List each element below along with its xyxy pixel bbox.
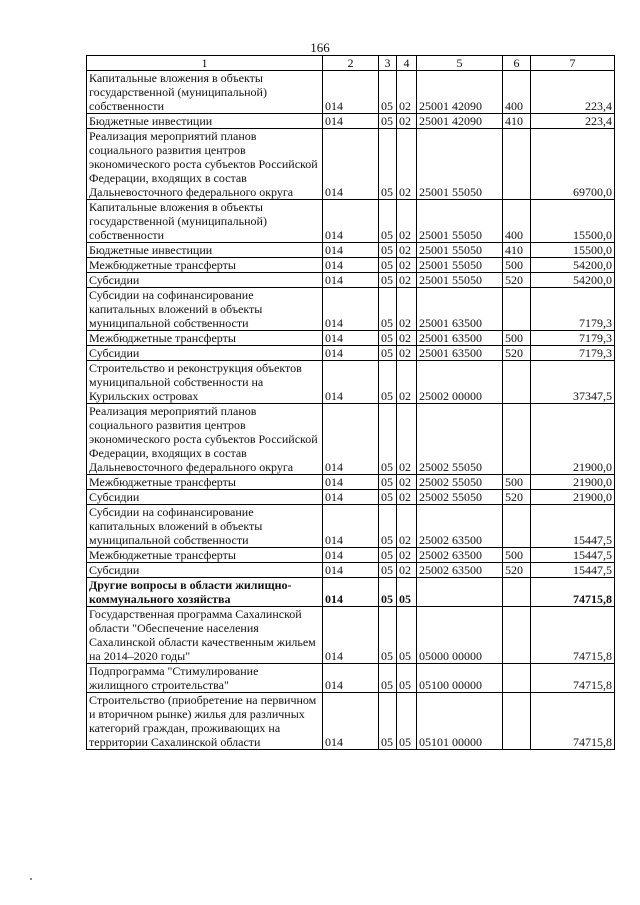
table-row (87, 475, 615, 490)
row-c2-cell: 014 (323, 563, 379, 578)
table-row (87, 114, 615, 129)
column-header: 6 (503, 56, 531, 71)
row-name-cell: Другие вопросы в области жилищно-коммунального хозяйства (87, 578, 323, 607)
row-c2-cell: 014 (323, 361, 379, 404)
row-c7-cell: 15500,0 (531, 200, 615, 243)
row-c4-cell: 05 (397, 664, 417, 693)
row-c6-cell (503, 505, 531, 548)
row-c5-cell: 25001 63500 (417, 346, 503, 361)
table-body (87, 71, 615, 750)
row-c3-cell: 05 (379, 475, 397, 490)
row-c5-cell: 25002 63500 (417, 548, 503, 563)
row-c3-cell: 05 (379, 243, 397, 258)
row-c7-cell: 15447,5 (531, 548, 615, 563)
row-c6-cell (503, 578, 531, 607)
row-c3-cell: 05 (379, 693, 397, 750)
row-name-cell: Реализация мероприятий планов социального развития центров экономического роста субъектов Российской Федерации, входящих в состав Дальневосточного федерального округа (87, 404, 323, 475)
row-c7-cell: 223,4 (531, 114, 615, 129)
row-c7-cell: 69700,0 (531, 129, 615, 200)
row-c2-cell: 014 (323, 288, 379, 331)
row-c7-cell: 74715,8 (531, 607, 615, 664)
row-name-cell: Субсидии на софинансирование капитальных вложений в объекты муниципальной собственности (87, 288, 323, 331)
row-c6-cell: 400 (503, 200, 531, 243)
row-c6-cell: 520 (503, 490, 531, 505)
row-c2-cell: 014 (323, 475, 379, 490)
column-header: 4 (397, 56, 417, 71)
row-c6-cell (503, 664, 531, 693)
row-c4-cell: 02 (397, 505, 417, 548)
row-c7-cell: 21900,0 (531, 490, 615, 505)
page-number: 166 (310, 40, 330, 55)
row-c7-cell: 74715,8 (531, 578, 615, 607)
column-header: 2 (323, 56, 379, 71)
table-row (87, 331, 615, 346)
row-name-cell: Субсидии (87, 273, 323, 288)
table-header-row (87, 56, 615, 71)
row-c2-cell: 014 (323, 505, 379, 548)
row-c6-cell (503, 404, 531, 475)
row-c7-cell: 54200,0 (531, 273, 615, 288)
row-c5-cell: 25002 55050 (417, 404, 503, 475)
table-row (87, 346, 615, 361)
row-c3-cell: 05 (379, 548, 397, 563)
row-c3-cell: 05 (379, 331, 397, 346)
row-c4-cell: 02 (397, 331, 417, 346)
row-name-cell: Реализация мероприятий планов социального развития центров экономического роста субъектов Российской Федерации, входящих в состав Дальневосточного федерального округа (87, 129, 323, 200)
row-c2-cell: 014 (323, 200, 379, 243)
row-c3-cell: 05 (379, 114, 397, 129)
row-c7-cell: 21900,0 (531, 404, 615, 475)
table-row (87, 288, 615, 331)
row-c5-cell: 05100 00000 (417, 664, 503, 693)
row-c6-cell: 500 (503, 331, 531, 346)
row-c2-cell: 014 (323, 114, 379, 129)
table-row (87, 548, 615, 563)
row-name-cell: Межбюджетные трансферты (87, 548, 323, 563)
row-name-cell: Капитальные вложения в объекты государственной (муниципальной) собственности (87, 200, 323, 243)
table-row (87, 258, 615, 273)
row-c3-cell: 05 (379, 490, 397, 505)
budget-table (86, 55, 615, 750)
row-c5-cell (417, 578, 503, 607)
column-header: 3 (379, 56, 397, 71)
row-c4-cell: 02 (397, 475, 417, 490)
row-c2-cell: 014 (323, 258, 379, 273)
row-c5-cell: 25002 55050 (417, 475, 503, 490)
row-c2-cell: 014 (323, 243, 379, 258)
row-c5-cell: 25001 55050 (417, 129, 503, 200)
table-row (87, 361, 615, 404)
row-c5-cell: 05101 00000 (417, 693, 503, 750)
row-c5-cell: 25001 55050 (417, 200, 503, 243)
row-name-cell: Субсидии на софинансирование капитальных вложений в объекты муниципальной собственности (87, 505, 323, 548)
table-row (87, 404, 615, 475)
row-name-cell: Субсидии (87, 346, 323, 361)
row-c2-cell: 014 (323, 578, 379, 607)
row-c5-cell: 05000 00000 (417, 607, 503, 664)
row-c3-cell: 05 (379, 258, 397, 273)
row-c2-cell: 014 (323, 129, 379, 200)
row-c5-cell: 25002 00000 (417, 361, 503, 404)
table-row (87, 129, 615, 200)
row-c4-cell: 02 (397, 71, 417, 114)
row-name-cell: Государственная программа Сахалинской области "Обеспечение населения Сахалинской области качественным жильем на 2014–2020 годы" (87, 607, 323, 664)
table-row (87, 693, 615, 750)
row-c2-cell: 014 (323, 693, 379, 750)
row-c4-cell: 02 (397, 258, 417, 273)
column-header: 7 (531, 56, 615, 71)
row-c2-cell: 014 (323, 273, 379, 288)
row-c3-cell: 05 (379, 288, 397, 331)
row-c7-cell: 21900,0 (531, 475, 615, 490)
row-c7-cell: 223,4 (531, 71, 615, 114)
row-name-cell: Субсидии (87, 563, 323, 578)
row-c6-cell (503, 607, 531, 664)
row-c2-cell: 014 (323, 490, 379, 505)
row-c4-cell: 05 (397, 607, 417, 664)
row-c2-cell: 014 (323, 404, 379, 475)
row-c5-cell: 25001 42090 (417, 71, 503, 114)
table-row (87, 664, 615, 693)
row-name-cell: Подпрограмма "Стимулирование жилищного строительства" (87, 664, 323, 693)
column-header: 1 (87, 56, 323, 71)
row-c4-cell: 02 (397, 404, 417, 475)
row-c5-cell: 25001 55050 (417, 243, 503, 258)
row-c7-cell: 7179,3 (531, 331, 615, 346)
row-c5-cell: 25002 55050 (417, 490, 503, 505)
row-c7-cell: 15447,5 (531, 505, 615, 548)
row-c3-cell: 05 (379, 200, 397, 243)
row-c7-cell: 54200,0 (531, 258, 615, 273)
row-c4-cell: 02 (397, 288, 417, 331)
table-row (87, 563, 615, 578)
column-header: 5 (417, 56, 503, 71)
row-c4-cell: 02 (397, 243, 417, 258)
row-c2-cell: 014 (323, 346, 379, 361)
row-c3-cell: 05 (379, 361, 397, 404)
row-c6-cell: 410 (503, 114, 531, 129)
row-c4-cell: 02 (397, 548, 417, 563)
row-c3-cell: 05 (379, 71, 397, 114)
table-row (87, 273, 615, 288)
row-c4-cell: 02 (397, 114, 417, 129)
row-c5-cell: 25001 63500 (417, 288, 503, 331)
row-c3-cell: 05 (379, 273, 397, 288)
row-c4-cell: 02 (397, 346, 417, 361)
row-c3-cell: 05 (379, 563, 397, 578)
row-name-cell: Бюджетные инвестиции (87, 114, 323, 129)
row-c7-cell: 74715,8 (531, 693, 615, 750)
table-row (87, 71, 615, 114)
row-c5-cell: 25002 63500 (417, 505, 503, 548)
row-c3-cell: 05 (379, 346, 397, 361)
row-c4-cell: 05 (397, 693, 417, 750)
row-c7-cell: 74715,8 (531, 664, 615, 693)
table-row (87, 200, 615, 243)
row-c4-cell: 02 (397, 563, 417, 578)
row-name-cell: Субсидии (87, 490, 323, 505)
row-c5-cell: 25001 55050 (417, 273, 503, 288)
row-c3-cell: 05 (379, 664, 397, 693)
row-c5-cell: 25001 55050 (417, 258, 503, 273)
row-c6-cell: 500 (503, 548, 531, 563)
row-c7-cell: 37347,5 (531, 361, 615, 404)
row-c2-cell: 014 (323, 548, 379, 563)
scan-speck (30, 878, 32, 880)
row-name-cell: Строительство и реконструкция объектов муниципальной собственности на Курильских островах (87, 361, 323, 404)
row-c5-cell: 25002 63500 (417, 563, 503, 578)
row-c3-cell: 05 (379, 129, 397, 200)
row-c7-cell: 7179,3 (531, 346, 615, 361)
row-c3-cell: 05 (379, 505, 397, 548)
row-c4-cell: 02 (397, 490, 417, 505)
row-c4-cell: 02 (397, 361, 417, 404)
table-row (87, 490, 615, 505)
row-c6-cell (503, 129, 531, 200)
row-c2-cell: 014 (323, 331, 379, 346)
row-name-cell: Строительство (приобретение на первичном и вторичном рынке) жилья для различных категорий граждан, проживающих на территории Сахалинской области (87, 693, 323, 750)
table-row (87, 243, 615, 258)
row-name-cell: Бюджетные инвестиции (87, 243, 323, 258)
row-c3-cell: 05 (379, 578, 397, 607)
row-c2-cell: 014 (323, 664, 379, 693)
row-c3-cell: 05 (379, 404, 397, 475)
row-c6-cell (503, 361, 531, 404)
row-c6-cell: 520 (503, 563, 531, 578)
row-c4-cell: 02 (397, 273, 417, 288)
row-c6-cell: 400 (503, 71, 531, 114)
row-c7-cell: 15447,5 (531, 563, 615, 578)
row-c7-cell: 7179,3 (531, 288, 615, 331)
table-row (87, 505, 615, 548)
row-c5-cell: 25001 63500 (417, 331, 503, 346)
row-name-cell: Межбюджетные трансферты (87, 475, 323, 490)
row-c6-cell: 410 (503, 243, 531, 258)
row-c6-cell: 500 (503, 475, 531, 490)
table-row (87, 578, 615, 607)
row-c7-cell: 15500,0 (531, 243, 615, 258)
row-c2-cell: 014 (323, 71, 379, 114)
table-row (87, 607, 615, 664)
row-c3-cell: 05 (379, 607, 397, 664)
row-c4-cell: 05 (397, 578, 417, 607)
row-c2-cell: 014 (323, 607, 379, 664)
row-c6-cell (503, 693, 531, 750)
row-c6-cell (503, 288, 531, 331)
row-c6-cell: 520 (503, 273, 531, 288)
row-c4-cell: 02 (397, 200, 417, 243)
row-c6-cell: 500 (503, 258, 531, 273)
row-name-cell: Межбюджетные трансферты (87, 331, 323, 346)
row-name-cell: Межбюджетные трансферты (87, 258, 323, 273)
row-c4-cell: 02 (397, 129, 417, 200)
row-c6-cell: 520 (503, 346, 531, 361)
row-name-cell: Капитальные вложения в объекты государственной (муниципальной) собственности (87, 71, 323, 114)
row-c5-cell: 25001 42090 (417, 114, 503, 129)
